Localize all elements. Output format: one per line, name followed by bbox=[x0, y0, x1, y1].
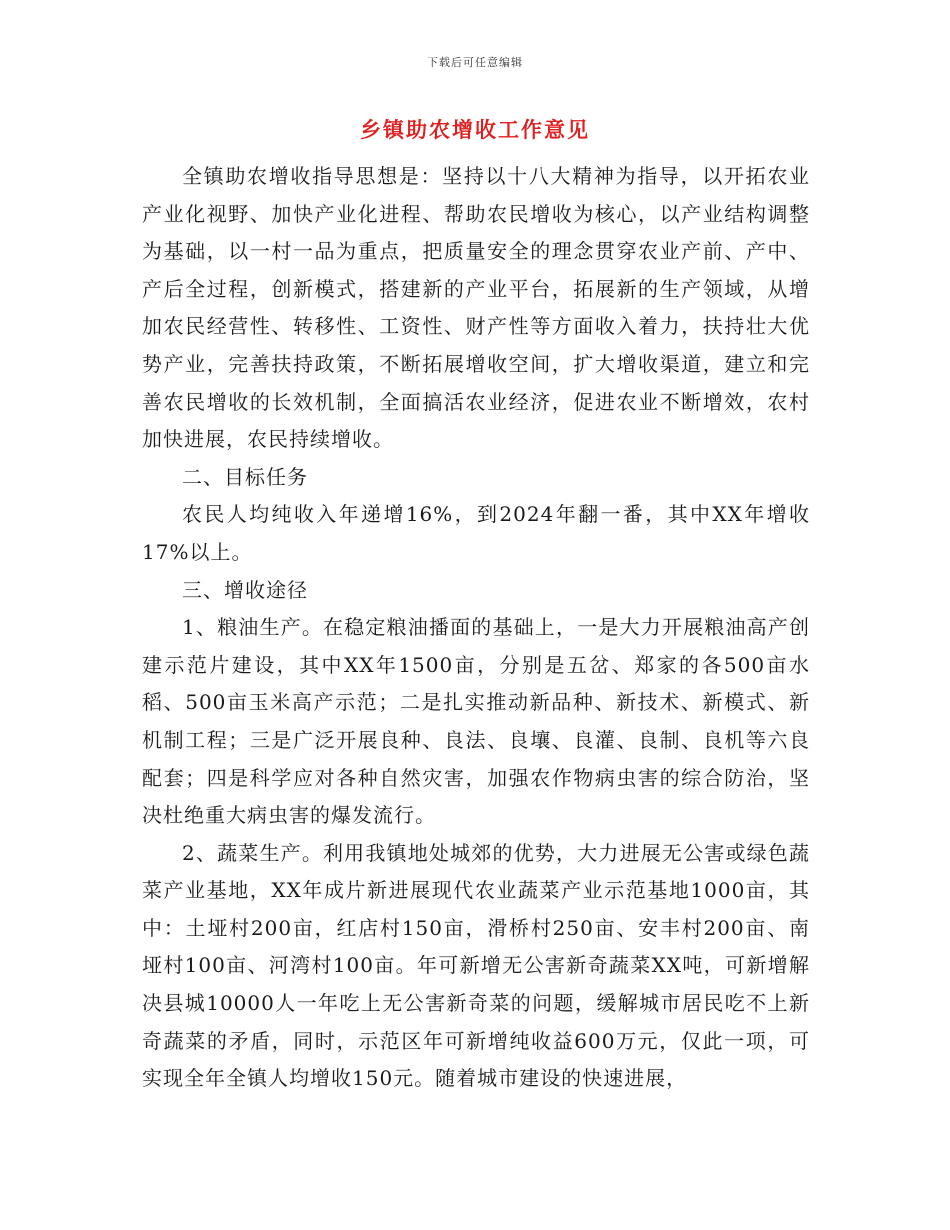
document-title: 乡镇助农增收工作意见 bbox=[360, 117, 590, 142]
heading-goals: 二、目标任务 bbox=[182, 464, 308, 489]
paragraph-goals: 农民人均纯收入年递增16%，到2024年翻一番，其中XX年增收17%以上。 bbox=[142, 502, 810, 564]
paragraph-guiding-ideology: 全镇助农增收指导思想是：坚持以十八大精神为指导，以开拓农业产业化视野、加快产业化进程、帮助农民增收为核心，以产业结构调整为基础，以一村一品为重点，把质量安全的理念贯穿农业产前、产中、产后全过程，创新模式，搭建新的产业平台，拓展新的生产领域，从增加农民经营性、转移性、工资性、财产性等方面收入着力，扶持壮大优势产业，完善扶持政策，不断拓展增收空间，扩大增收渠道，建立和完善农民增收的长效机制，全面搞活农业经济，促进农业不断增效，农村加快进展，农民持续增收。 bbox=[142, 164, 810, 452]
header-note: 下载后可任意编辑 bbox=[427, 56, 523, 69]
paragraph-vegetables: 2、蔬菜生产。利用我镇地处城郊的优势，大力进展无公害或绿色蔬菜产业基地，XX年成片新进展现代农业蔬菜产业示范基地1000亩，其中：土垭村200亩，红店村150亩，滑桥村250亩、安丰村200亩、南垭村100亩、河湾村100亩。年可新增无公害新奇蔬菜XX吨，可新增解决县城10000人一年吃上无公害新奇菜的问题，缓解城市居民吃不上新奇蔬菜的矛盾，同时，示范区年可新增纯收益600万元，仅此一项，可实现全年全镇人均增收150元。随着城市建设的快速进展， bbox=[142, 840, 810, 1091]
document-body bbox=[142, 158, 810, 1098]
paragraph-grain-oil: 1、粮油生产。在稳定粮油播面的基础上，一是大力开展粮油高产创建示范片建设，其中XX年1500亩，分别是五岔、郑家的各500亩水稻、500亩玉米高产示范；二是扎实推动新品种、新技术、新模式、新机制工程；三是广泛开展良种、良法、良壤、良灌、良制、良机等六良配套；四是科学应对各种自然灾害，加强农作物病虫害的综合防治，坚决杜绝重大病虫害的爆发流行。 bbox=[142, 615, 810, 828]
heading-income-paths: 三、增收途径 bbox=[182, 577, 308, 602]
